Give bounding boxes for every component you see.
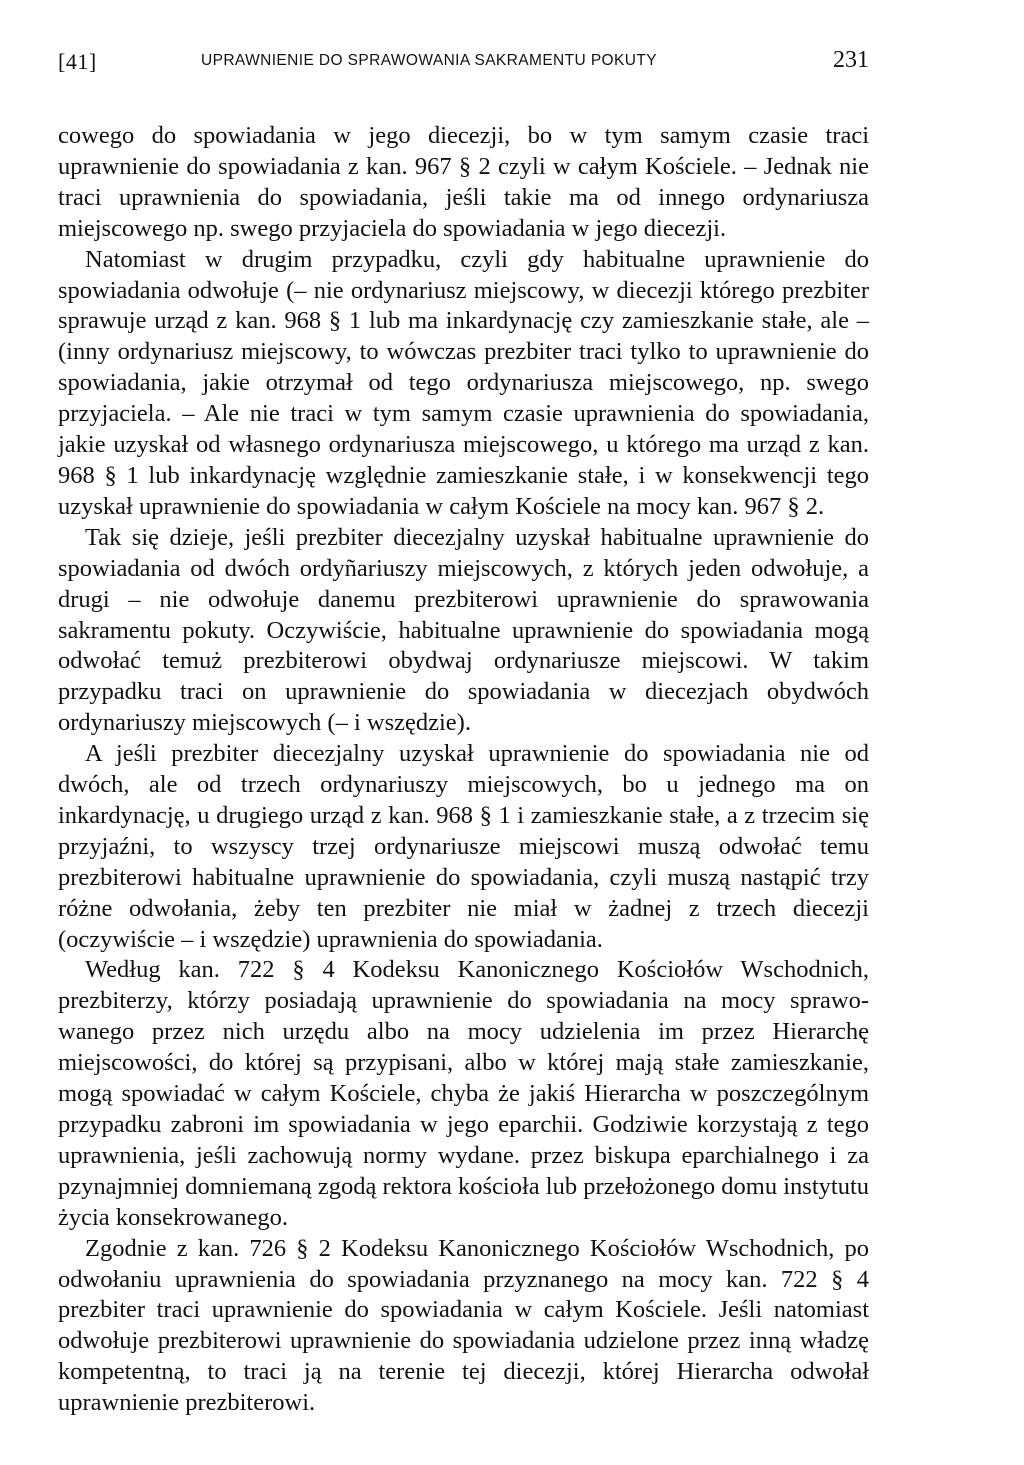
- paragraph: Tak się dzieje, jeśli prezbiter diecezjalny uzyskał habitualne uprawnienie do spowiadania od dwóch ordyñariuszy miejscowych, z których jeden odwołuje, a drugi – nie odwołuje danemu prezbiterowi uprawnienie do sprawowania sakramentu pokuty. Oczywiście, habitualne uprawnienie do spowiadania mogą odwołać temuż prezbiterowi obydwaj ordynariusze miejscowi. W takim przypadku traci on uprawnienie do spowiadania w diecezjach obydwóch ordynariuszy miejscowych (– i wszędzie).: [58, 523, 869, 737]
- page-number: 231: [833, 47, 869, 73]
- paragraph-continuation: cowego do spowiadania w jego diecezji, bo w tym samym czasie traci uprawnienie do spowiadania z kan. 967 § 2 czyli w całym Kościele. – Jednak nie traci uprawnienia do spowiadania, jeśli takie ma od innego ordynariusza miejscowego np. swego przyjaciela do spowiadania w jego diecezji.: [58, 122, 869, 242]
- paragraph: Według kan. 722 § 4 Kodeksu Kanonicznego Kościołów Wschodnich, prezbiterzy, którzy posiadają uprawnienie do spowiadania na mocy sprawowanego przez nich urzędu albo na mocy udzielenia im przez Hierarchę miejscowości, do której są przypisani, albo w której mają stałe zamieszkanie, mogą spowiadać w całym Kościele, chyba że jakiś Hierarcha w poszczególnym przypadku zabroni im spowiadania w jego eparchii. Godziwie korzystają z tego uprawnienia, jeśli zachowują normy wydane. przez biskupa eparchialnego i za pzynajmniej domniemaną zgodą rektora kościoła lub przełożonego domu instytutu życia konsekrowanego.: [58, 956, 870, 1231]
- running-title: UPRAWNIENIE DO SPRAWOWANIA SAKRAMENTU POKUTY: [201, 52, 657, 69]
- paragraph: Zgodnie z kan. 726 § 2 Kodeksu Kanonicznego Kościołów Wschodnich, po odwołaniu uprawnienia do spowiadania przyznanego na mocy kan. 722 § 4 prezbiter traci uprawnienie do spowiadania w całym Kościele. Jeśli natomiast odwołuje prezbiterowi uprawnienie do spowiadania udzielone przez inną władzę kompetentną, to traci ją na terenie tej diecezji, której Hierarcha odwołał uprawnienie prezbiterowi.: [58, 1234, 869, 1417]
- paragraph: A jeśli prezbiter diecezjalny uzyskał uprawnienie do spowiadania nie od dwóch, ale od trzech ordynariuszy miejscowych, bo u jednego ma on inkardynację, u drugiego urząd z kan. 968 § 1 i zamieszkanie stałe, a z trzecim się przyjaźni, to wszyscy trzej ordynariusze miejscowi muszą odwołać temu prezbiterowi habitualne uprawnienie do spowiadania, czyli muszą nastąpić trzy różne odwołania, żeby ten prezbiter nie miał w żadnej z trzech diecezji (oczywiście – i wszędzie) uprawnienia do spowiadania.: [58, 740, 869, 953]
- section-number: [41]: [58, 49, 97, 74]
- paragraph: Natomiast w drugim przypadku, czyli gdy habitualne uprawnienie do spowiadania odwołuje (– nie ordynariusz miejscowy, w diecezji którego prezbiter sprawuje urząd z kan. 968 § 1 lub ma inkardynację czy zamieszkanie stałe, ale – (inny ordynariusz miejscowy, to wówczas prezbiter traci tylko to uprawnienie do spowiadania, jakie otrzymał od tego ordynariusza miejscowego, np. swego przyjaciela. – Ale nie traci w tym samym czasie uprawnienia do spowiadania, jakie uzyskał od własnego ordynariusza miejscowego, u którego ma urząd z kan. 968 § 1 lub inkardynację względnie zamieszkanie stałe, i w konsekwencji tego uzyskał uprawnienie do spowiadania w całym Kościele na mocy kan. 967 § 2.: [58, 245, 869, 520]
- body-text: [58, 121, 869, 1419]
- running-head: [58, 44, 869, 84]
